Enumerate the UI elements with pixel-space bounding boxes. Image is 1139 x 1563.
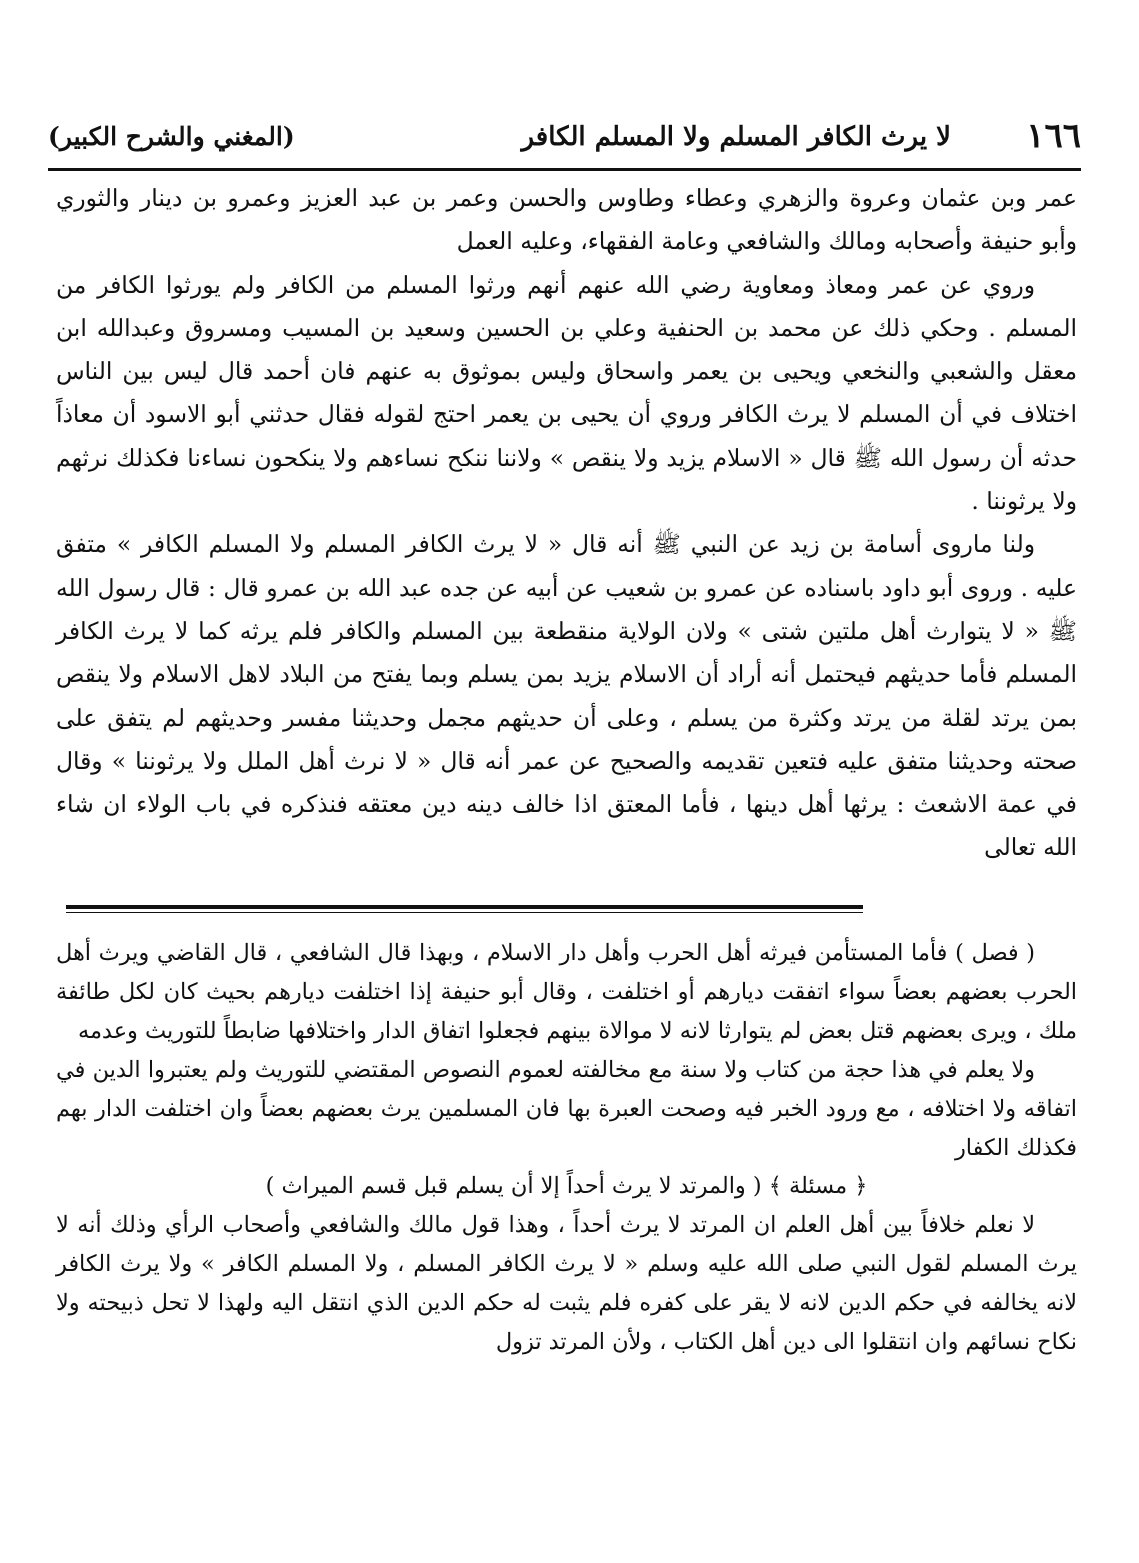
book-title: (المغني والشرح الكبير) (48, 122, 295, 151)
paragraph: ( فصل ) فأما المستأمن فيرثه أهل الحرب وأهل دار الاسلام ، وبهذا قال الشافعي ، قال القاضي ويرث أهل الحرب بعضهم بعضاً سواء اتفقت ديارهم أو اختلفت ، وقال أبو حنيفة إذا اختلفت ديارهم بحيث كان لكل طائفة ملك ، ويرى بعضهم قتل بعض لم يتوارثا لانه لا موالاة بينهم فجعلوا اتفاق الدار واختلافها ضابطاً للتوريث وعدمه (56, 940, 1077, 1044)
paragraph: ولا يعلم في هذا حجة من كتاب ولا سنة مع مخالفته لعموم النصوص المقتضي للتوريث ولم يعتبروا الدين في اتفاقه ولا اختلافه ، مع ورود الخبر فيه وصحت العبرة بها فان المسلمين يرث بعضهم بعضاً وان اختلفت الدار بهم فكذلك الكفار (56, 1056, 1077, 1161)
page-header (48, 112, 1081, 162)
running-title: لا يرث الكافر المسلم ولا المسلم الكافر (521, 122, 951, 152)
section-divider (66, 905, 863, 913)
paragraph: وروي عن عمر ومعاذ ومعاوية رضي الله عنهم أنهم ورثوا المسلم من الكافر ولم يورثوا الكافر من المسلم . وحكي ذلك عن محمد بن الحنفية وعلي بن الحسين وسعيد بن المسيب ومسروق وعبدالله ابن معقل والشعبي والنخعي ويحيى بن يعمر واسحاق وليس بموثوق به عنهم فان أحمد قال ليس بين الناس اختلاف في أن المسلم لا يرث الكافر وروي أن يحيى بن يعمر احتج لقوله فقال حدثني أبو الاسود أن معاذاً حدثه أن رسول الله ﷺ قال « الاسلام يزيد ولا ينقص » ولاننا ننكح نساءهم ولا ينكحون نساءنا فكذلك نرثهم ولا يرثوننا . (56, 270, 1077, 516)
header-rule (48, 168, 1081, 171)
main-text (56, 177, 1077, 870)
paragraph: ولنا ماروى أسامة بن زيد عن النبي ﷺ أنه قال « لا يرث الكافر المسلم ولا المسلم الكافر » متفق عليه . وروى أبو داود باسناده عن عمرو بن شعيب عن أبيه عن جده عبد الله بن عمرو قال : قال رسول الله ﷺ « لا يتوارث أهل ملتين شتى » ولان الولاية منقطعة بين المسلم والكافر فلم يرثه كما لا يرث الكافر المسلم فأما حديثهم فيحتمل أنه أراد أن الاسلام يزيد بمن يسلم وبما يفتح من البلاد لاهل الاسلام ولا ينقص بمن يرتد لقلة من يرتد وكثرة من يسلم ، وعلى أن حديثهم مجمل وحديثنا مفسر وحديثهم لم يتفق على صحته وحديثنا متفق عليه فتعين تقديمه والصحيح عن عمر أنه قال « لا نرث أهل الملل ولا يرثوننا » وقال في عمة الاشعث : يرثها أهل دينها ، فأما المعتق اذا خالف دينه دين معتقه فنذكره في باب الولاء ان شاء الله تعالى (56, 530, 1077, 862)
page-number: ١٦٦ (1026, 116, 1081, 156)
paragraph: لا نعلم خلافاً بين أهل العلم ان المرتد لا يرث أحداً ، وهذا قول مالك والشافعي وأصحاب الرأي وذلك أنه لا يرث المسلم لقول النبي صلى الله عليه وسلم « لا يرث الكافر المسلم ، ولا المسلم الكافر » ولا يرث الكافر لانه يخالفه في حكم الدين لانه لا يقر على كفره فلم يثبت له حكم الدين الذي انتقل اليه ولهذا لا تحل ذبيحته ولا نكاح نسائهم وان انتقلوا الى دين أهل الكتاب ، ولأن المرتد تزول (56, 1212, 1077, 1356)
commentary-text (56, 934, 1077, 1362)
paragraph: عمر وبن عثمان وعروة والزهري وعطاء وطاوس والحسن وعمر بن عبد العزيز وعمرو بن دينار والثوري وأبو حنيفة وأصحابه ومالك والشافعي وعامة الفقهاء، وعليه العمل (56, 184, 1077, 256)
issue-heading: ﴿ مسئلة ﴾ ( والمرتد لا يرث أحداً إلا أن يسلم قبل قسم الميراث ) (265, 1173, 868, 1200)
